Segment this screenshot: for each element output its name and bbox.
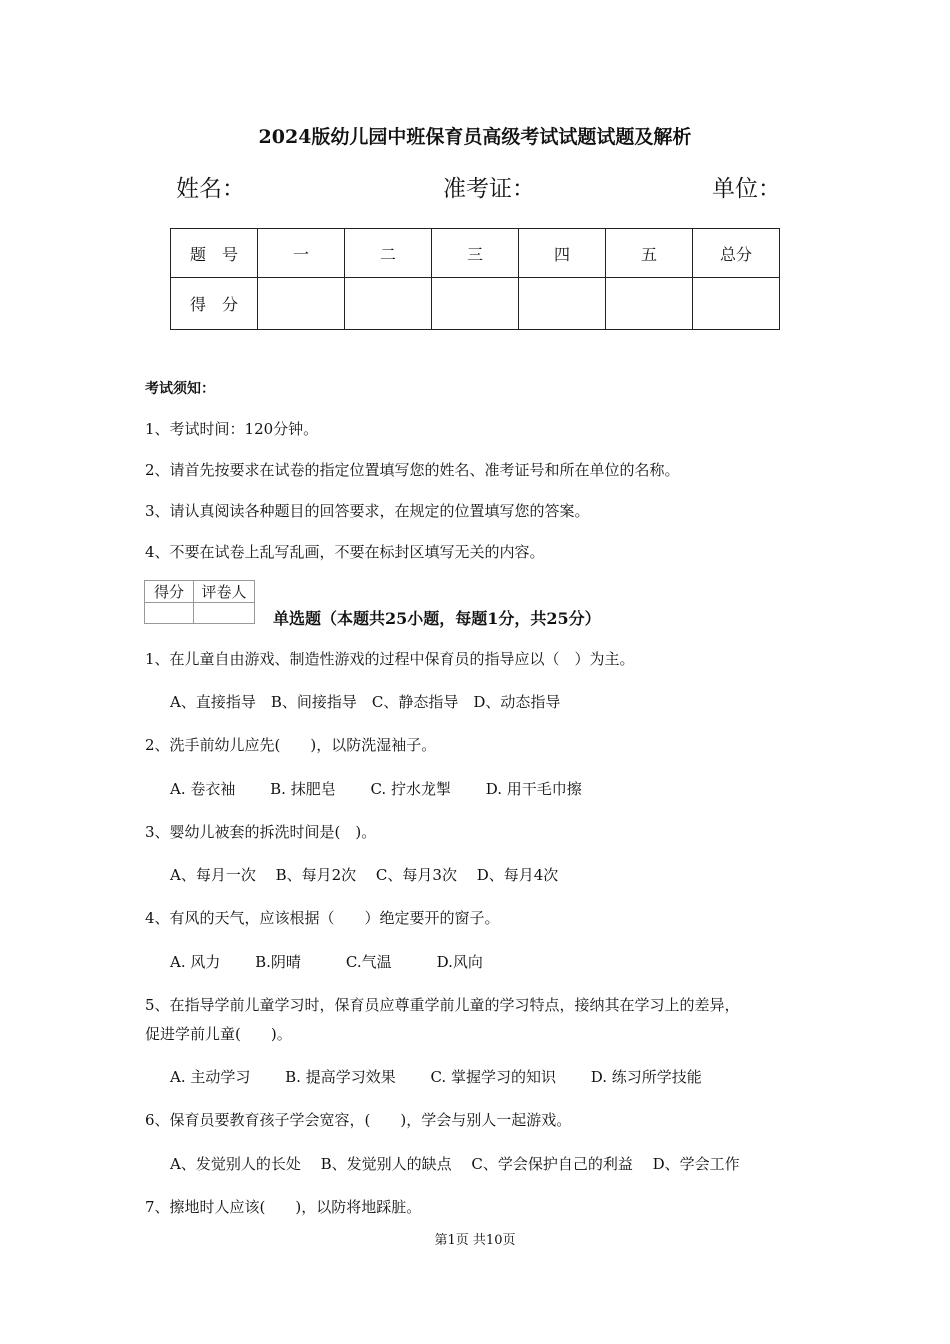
score-table — [170, 228, 780, 330]
score-row-label: 得 分 — [171, 278, 258, 330]
notice-item: 1、考试时间：120分钟。 — [145, 420, 319, 438]
score-table-cell: 五 — [606, 229, 693, 278]
page-title: 2024版幼儿园中班保育员高级考试试题试题及解析 — [258, 126, 692, 148]
score-input-cell[interactable] — [432, 278, 519, 330]
question-options: A、发觉别人的长处 B、发觉别人的缺点 C、学会保护自己的利益 D、学会工作 — [170, 1155, 740, 1173]
name-field-label: 姓名： — [176, 176, 245, 202]
score-input-cell[interactable] — [258, 278, 345, 330]
grader-score-label: 得分 — [145, 581, 194, 603]
question-text: 7、擦地时人应该( )，以防将地踩脏。 — [145, 1198, 422, 1216]
question-text: 1、在儿童自由游戏、制造性游戏的过程中保育员的指导应以（ ）为主。 — [145, 650, 635, 668]
notice-item: 3、请认真阅读各种题目的回答要求，在规定的位置填写您的答案。 — [145, 502, 590, 520]
grader-name-label: 评卷人 — [194, 581, 255, 603]
score-input-cell[interactable] — [345, 278, 432, 330]
score-table-cell: 总分 — [693, 229, 780, 278]
score-input-cell[interactable] — [606, 278, 693, 330]
score-input-cell[interactable] — [693, 278, 780, 330]
question-text: 2、洗手前幼儿应先( )，以防洗湿袖子。 — [145, 736, 437, 754]
question-options: A、每月一次 B、每月2次 C、每月3次 D、每月4次 — [170, 866, 559, 884]
question-options: A. 风力 B.阴晴 C.气温 D.风向 — [170, 953, 483, 971]
page-footer: 第1页 共10页 — [434, 1233, 516, 1248]
question-options: A. 卷衣袖 B. 抹肥皂 C. 拧水龙掣 D. 用干毛巾擦 — [170, 780, 582, 798]
section-title: 单选题（本题共25小题，每题1分，共25分） — [273, 609, 601, 628]
score-table-score-row — [171, 278, 780, 330]
question-text: 3、婴幼儿被套的拆洗时间是( )。 — [145, 823, 377, 841]
question-text: 6、保育员要教育孩子学会宽容，( )，学会与别人一起游戏。 — [145, 1111, 572, 1129]
notice-item: 2、请首先按要求在试卷的指定位置填写您的姓名、准考证号和所在单位的名称。 — [145, 461, 680, 479]
question-text: 5、在指导学前儿童学习时，保育员应尊重学前儿童的学习特点，接纳其在学习上的差异， — [145, 996, 740, 1014]
score-input-cell[interactable] — [519, 278, 606, 330]
question-text-continued: 促进学前儿童( )。 — [145, 1025, 292, 1043]
score-table-cell: 一 — [258, 229, 345, 278]
score-table-cell: 三 — [432, 229, 519, 278]
grader-box — [144, 580, 255, 624]
exam-number-field-label: 准考证： — [443, 176, 535, 202]
question-text: 4、有风的天气，应该根据（ ）绝定要开的窗子。 — [145, 909, 500, 927]
score-table-cell: 二 — [345, 229, 432, 278]
grader-name-cell[interactable] — [194, 603, 255, 624]
notice-title: 考试须知： — [145, 381, 215, 397]
grader-score-cell[interactable] — [145, 603, 194, 624]
score-table-header-row — [171, 229, 780, 278]
question-options: A. 主动学习 B. 提高学习效果 C. 掌握学习的知识 D. 练习所学技能 — [170, 1068, 702, 1086]
question-options: A、直接指导 B、间接指导 C、静态指导 D、动态指导 — [170, 693, 561, 711]
unit-field-label: 单位： — [712, 176, 781, 202]
notice-item: 4、不要在试卷上乱写乱画，不要在标封区填写无关的内容。 — [145, 543, 545, 561]
score-table-cell: 四 — [519, 229, 606, 278]
score-table-cell: 题 号 — [171, 229, 258, 278]
